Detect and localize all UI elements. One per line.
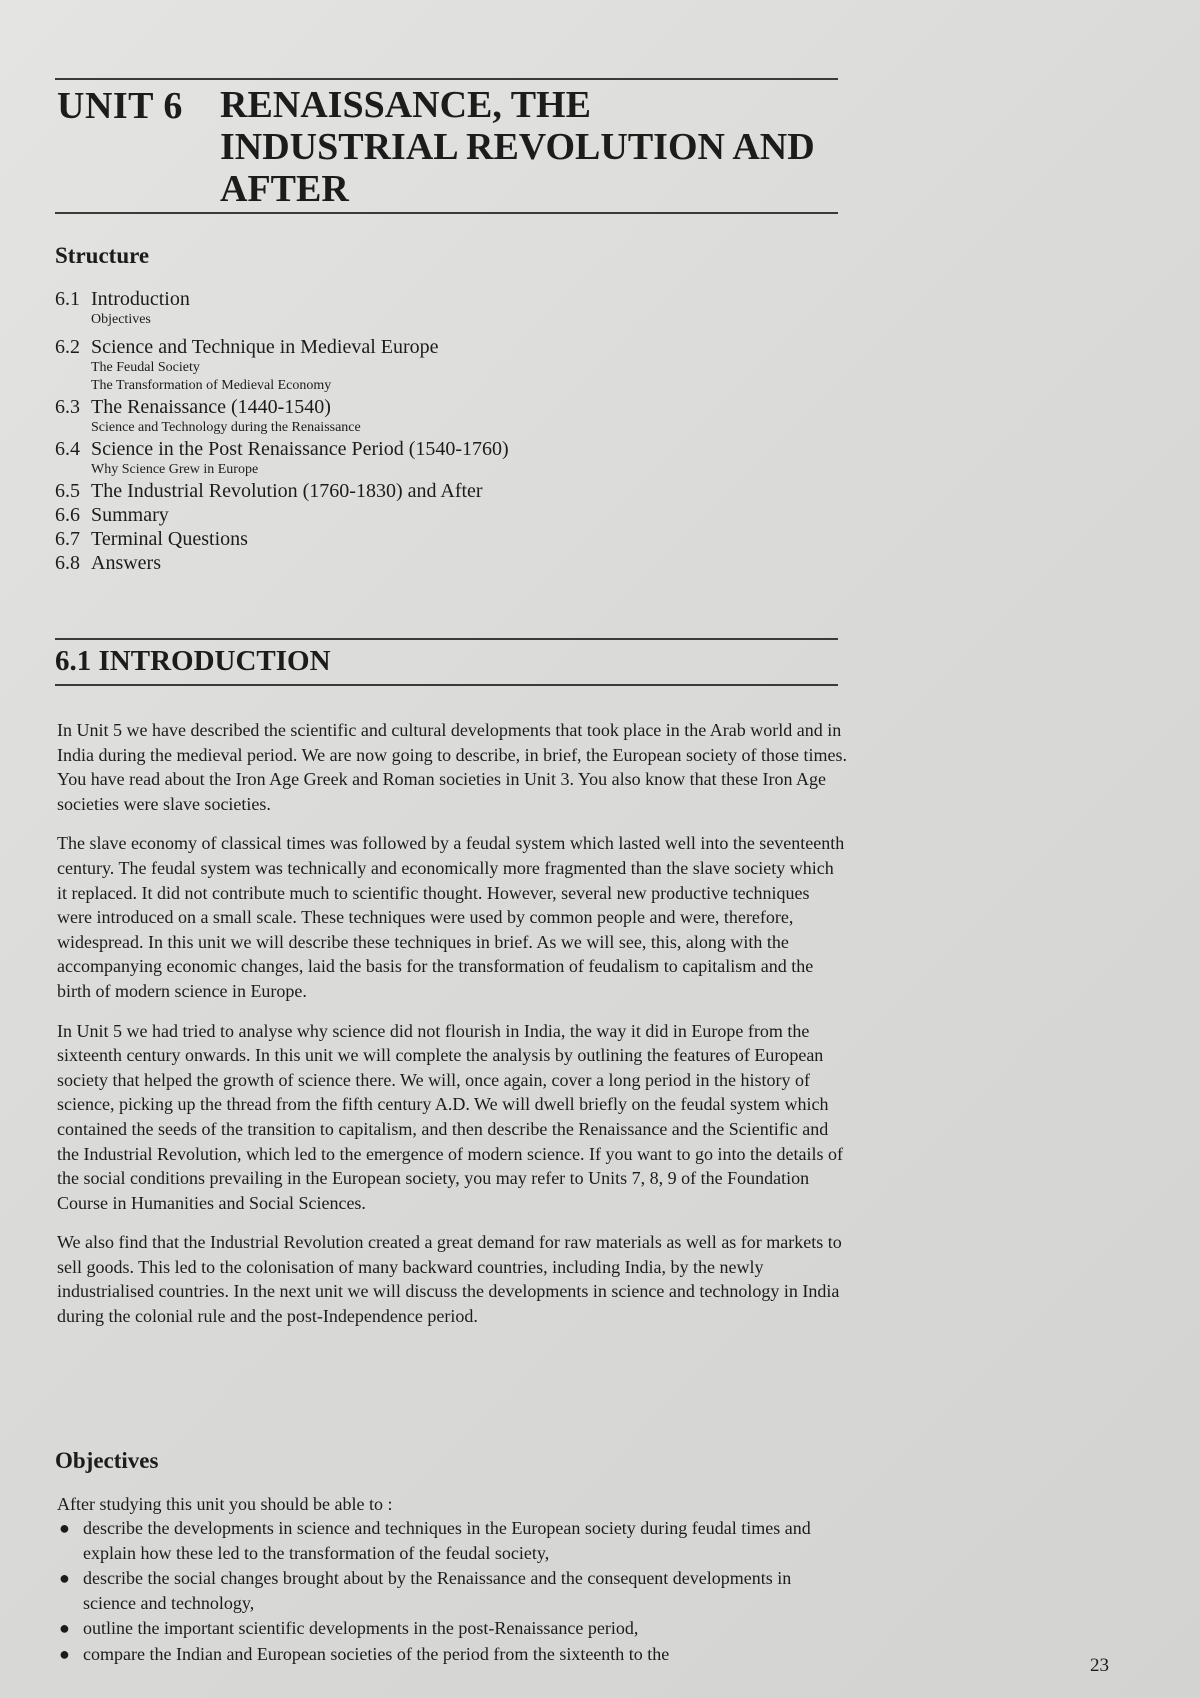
toc-label: Summary (91, 504, 169, 526)
toc-label: The Renaissance (1440-1540) (91, 396, 331, 418)
section-heading: 6.1 INTRODUCTION (55, 645, 331, 677)
toc-number: 6.6 (55, 504, 80, 526)
table-of-contents (55, 287, 755, 575)
unit-title-line: AFTER (220, 168, 349, 210)
bullet-icon: ● (59, 1618, 70, 1638)
toc-number: 6.4 (55, 438, 80, 460)
paragraph: The slave economy of classical times was followed by a feudal system which lasted well into the seventeenth century. The feudal system was technically and economically more fragmented than the slave society which it replaced. It did not contribute much to scientific thought. However, several new productive techniques were introduced on a small scale. These techniques were used by common people and were, therefore, widespread. In this unit we will describe these techniques in brief. As we will see, this, along with the accompanying economic changes, laid the basis for the transformation of feudalism to capitalism and the birth of modern science in Europe. (57, 833, 845, 1001)
toc-subitem: The Transformation of Medieval Economy (91, 378, 332, 393)
paragraph: We also find that the Industrial Revolution created a great demand for raw materials as well as for markets to sell goods. This led to the colonisation of many backward countries, including India, by the newly industrialised countries. In the next unit we will discuss the developments in science and technology in India during the colonial rule and the post-Independence period. (57, 1232, 842, 1327)
paragraph: In Unit 5 we had tried to analyse why science did not flourish in India, the way it did in Europe from the sixteenth century onwards. In this unit we will complete the analysis by outlining the features of European society that helped the growth of science there. We will, once again, cover a long period in the history of science, picking up the thread from the fifth century A.D. We will dwell briefly on the feudal system which contained the seeds of the transition to capitalism, and then describe the Renaissance and the Scientific and the Industrial Revolution, which led to the emergence of modern science. If you want to go into the details of the social conditions prevailing in the European society, you may refer to Units 7, 8, 9 of the Foundation Course in Humanities and Social Sciences. (57, 1020, 843, 1213)
toc-number: 6.1 (55, 288, 80, 310)
toc-entry (55, 527, 755, 551)
toc-label: Science and Technique in Medieval Europe (91, 336, 439, 358)
paragraph: In Unit 5 we have described the scientific and cultural developments that took place in the Arab world and in India during the medieval period. We are now going to describe, in brief, the European society of those times. You have read about the Iron Age Greek and Roman societies in Unit 3. You also know that these Iron Age societies were slave societies. (57, 720, 847, 814)
toc-label: Terminal Questions (91, 528, 248, 550)
objective-text: describe the social changes brought about by the Renaissance and the consequent developments in science and technology, (83, 1568, 792, 1613)
toc-subitem: Science and Technology during the Renaissance (91, 420, 361, 435)
toc-number: 6.7 (55, 528, 80, 550)
toc-label: Introduction (91, 288, 190, 310)
introduction-body (57, 718, 847, 1344)
page-number: 23 (1090, 1655, 1109, 1676)
section-bottom-rule (55, 684, 838, 686)
toc-subitem: Objectives (91, 312, 151, 327)
unit-label: UNIT 6 (57, 85, 183, 127)
objective-text: compare the Indian and European societies of the period from the sixteenth to the (83, 1643, 670, 1664)
objective-text: describe the developments in science and techniques in the European society during feudal times and explain how these led to the transformation of the feudal society, (83, 1518, 811, 1563)
objectives-list (57, 1516, 847, 1667)
bullet-icon: ● (59, 1568, 70, 1588)
toc-label: The Industrial Revolution (1760-1830) and After (91, 480, 483, 502)
toc-subitem: Why Science Grew in Europe (91, 462, 259, 477)
unit-title-line: INDUSTRIAL REVOLUTION AND (220, 126, 815, 168)
toc-number: 6.5 (55, 480, 80, 502)
toc-entry (55, 335, 755, 395)
toc-label: Science in the Post Renaissance Period (1540-1760) (91, 438, 509, 460)
toc-number: 6.8 (55, 552, 80, 574)
toc-entry (55, 479, 755, 503)
objectives-heading: Objectives (55, 1448, 159, 1473)
toc-number: 6.3 (55, 396, 80, 418)
objective-text: outline the important scientific developments in the post-Renaissance period, (83, 1618, 639, 1638)
toc-entry (55, 503, 755, 527)
structure-heading: Structure (55, 243, 150, 268)
objective-item (57, 1642, 847, 1667)
toc-subitem: The Feudal Society (91, 360, 200, 375)
toc-entry (55, 551, 755, 575)
toc-label: Answers (91, 552, 161, 574)
unit-title-line: RENAISSANCE, THE (220, 84, 591, 126)
bullet-icon: ● (59, 1643, 70, 1664)
objective-item (57, 1616, 847, 1641)
toc-entry (55, 395, 755, 437)
top-rule (55, 78, 838, 80)
unit-title (220, 84, 815, 210)
title-bottom-rule (55, 212, 838, 214)
objectives-intro: After studying this unit you should be able to : (57, 1494, 393, 1514)
objective-item (57, 1566, 847, 1615)
bullet-icon: ● (59, 1518, 70, 1538)
toc-entry (55, 287, 755, 329)
objective-item (57, 1516, 847, 1565)
toc-number: 6.2 (55, 336, 80, 358)
section-top-rule (55, 638, 838, 640)
toc-entry (55, 437, 755, 479)
